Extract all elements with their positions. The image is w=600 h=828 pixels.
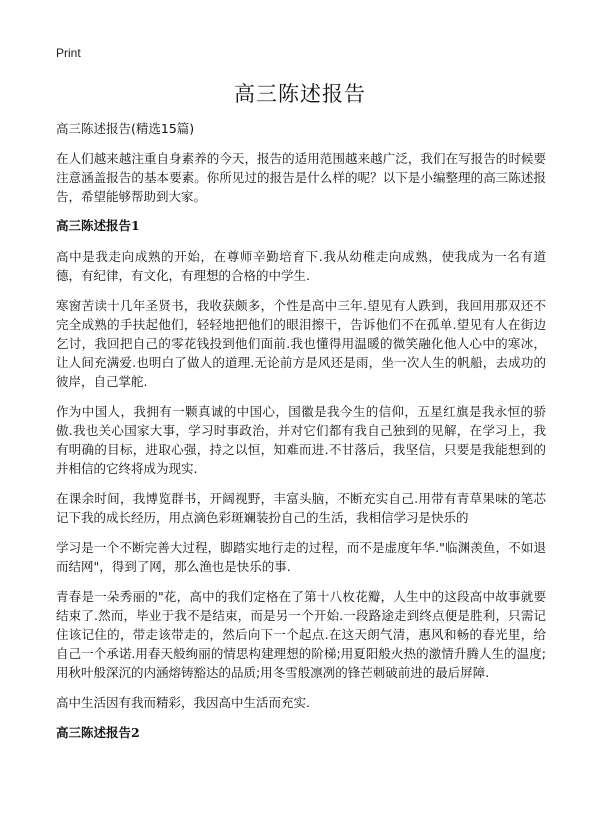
- section-1-paragraph-1: 高中是我走向成熟的开始，在尊师辛勤培育下.我从幼稚走向成熟，使我成为一名有道德，有纪律，有文化，有理想的合格的中学生.: [56, 249, 546, 283]
- section-1-paragraph-5: 学习是一个不断完善大过程，脚踏实地行走的过程，而不是虚度年华."临渊羡鱼，不如退而结网"，得到了网，那么渔也是快乐的事.: [56, 540, 546, 574]
- section-1-paragraph-2: 寒窗苦读十几年圣贤书，我收获颇多，个性是高中三年.望见有人跌到，我回用那双还不完全成熟的手扶起他们，轻轻地把他们的眼泪擦干，告诉他们不在孤单.望见有人在街边乞讨，我回把自己的零花钱投到他们面前.我也懂得用温暖的微笑融化他人心中的寒冰，让人间充满爱.也明白了做人的道理.无论前方是风还是雨，坐一次人生的帆船，去成功的彼岸，自己掌舵.: [56, 298, 546, 389]
- document-body: [56, 120, 546, 754]
- section-1-paragraph-3: 作为中国人，我拥有一颗真诚的中国心，国徽是我今生的信仰，五星红旗是我永恒的骄傲.我也关心国家大事，学习时事政治，并对它们都有我自己独到的见解，在学习上，我有明确的目标，进取心强，持之以恒，知难而进.不甘落后，我坚信，只要是我能想到的并相信的它终将成为现实.: [56, 404, 546, 476]
- section-1-paragraph-6: 青春是一朵秀丽的"花，高中的我们定格在了第十八枚花瓣，人生中的这段高中故事就要结束了.然而，毕业于我不是结束，而是另一个开始.一段路途走到终点便是胜利，只需记住该记住的，带走该带走的，然后向下一个起点.在这天朗气清，惠风和畅的春光里，给自己一个承诺.用春天般绚丽的情思构建理想的阶梯;用夏阳般火热的激情升腾人生的温度;用秋叶般深沉的内涵熔铸豁达的品质;用冬雪般凛冽的锋芒刺破前进的最后屏障.: [56, 589, 546, 680]
- section-heading-1: 高三陈述报告1: [56, 218, 140, 233]
- print-link[interactable]: Print: [56, 46, 81, 60]
- section-1-paragraph-7: 高中生活因有我而精彩，我因高中生活而充实.: [56, 695, 310, 710]
- section-1-paragraph-4: 在课余时间，我博览群书，开阔视野，丰富头脑，不断充实自己.用带有青草果味的笔芯记下我的成长经历，用点滴色彩斑斓装扮自己的生活，我相信学习是快乐的: [56, 491, 546, 525]
- page-title: 高三陈述报告: [234, 82, 366, 106]
- document-subtitle: 高三陈述报告(精选15篇): [56, 121, 195, 136]
- intro-paragraph: 在人们越来越注重自身素养的今天，报告的适用范围越来越广泛，我们在写报告的时候要注意涵盖报告的基本要素。你所见过的报告是什么样的呢？以下是小编整理的高三陈述报告，希望能够帮助到大家。: [56, 151, 546, 204]
- section-heading-2: 高三陈述报告2: [56, 725, 140, 740]
